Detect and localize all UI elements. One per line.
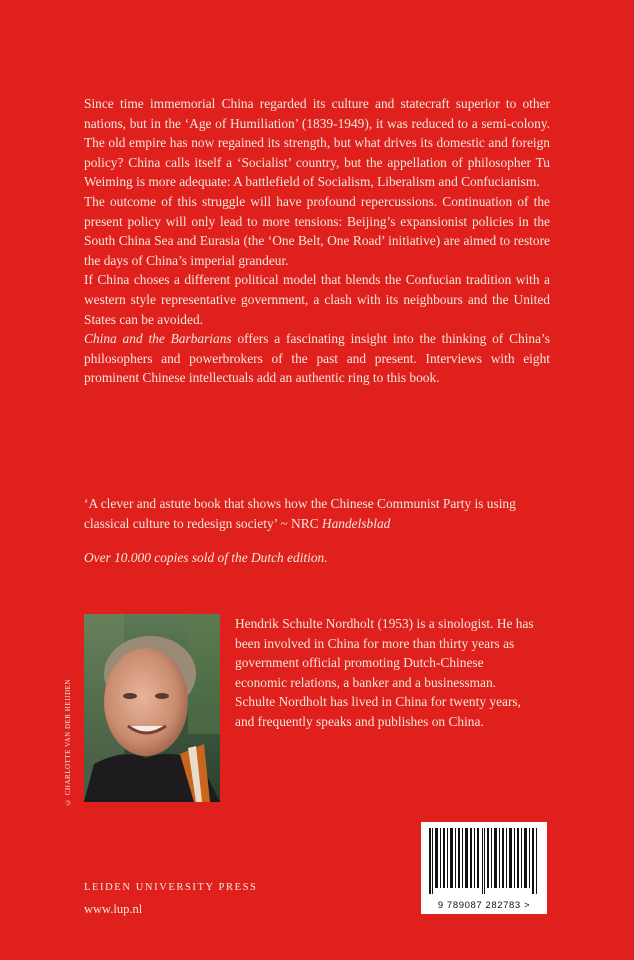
publisher-name: LEIDEN UNIVERSITY PRESS <box>84 882 258 893</box>
isbn-number: 9 789087 282783 > <box>437 900 531 911</box>
blurb-paragraph-2: The outcome of this struggle will have profound repercussions. Continuation of the present policy will only lead to more tensions: Beijing’s expansionist policies in the South China Sea and Eurasia (the ‘One Belt, One Road’ initiative) are aimed to restore the days of China’s imperial grandeur. <box>84 193 550 268</box>
isbn-barcode <box>421 822 547 914</box>
publisher-website: www.lup.nl <box>84 902 143 916</box>
blurb-paragraph-1: Since time immemorial China regarded its culture and statecraft superior to other nations, but in the ‘Age of Humiliation’ (1839-1949), it was reduced to a semi-colony. The old empire has now regained its strength, but what drives its domestic and foreign policy? China calls itself a ‘Socialist’ country, but the appellation of philosopher Tu Weiming is more adequate: A battlefield of Socialism, Liberalism and Confucianism. <box>84 96 550 190</box>
blurb-paragraph-4 <box>84 329 550 388</box>
book-title: China and the Barbarians <box>84 331 232 347</box>
quote-source: Handelsblad <box>321 515 391 531</box>
author-photo <box>84 614 220 802</box>
sales-note: Over 10.000 copies sold of the Dutch edition. <box>84 550 328 565</box>
blurb-paragraph-4-text: offers a fascinating insight into the thinking of China’s philosophers and powerbrokers of the past and present. Interviews with eight prominent Chinese intellectuals add an authentic ring to this book. <box>84 331 550 386</box>
author-portrait-image <box>84 614 220 802</box>
blurb-paragraph-3: If China choses a different political model that blends the Confucian tradition with a western style representative government, a clash with its neighbours and the United States can be avoided. <box>84 272 550 327</box>
quote-text: ‘A clever and astute book that shows how the Chinese Communist Party is using classical culture to redesign society’ ~ NRC <box>84 496 516 531</box>
back-cover-blurb <box>84 94 550 388</box>
press-quote <box>84 494 554 533</box>
author-bio: Hendrik Schulte Nordholt (1953) is a sinologist. He has been involved in China for more than thirty years as government official promoting Dutch-Chinese economic relations, a banker and a businessman. Schulte Nordholt has lived in China for twenty years, and frequently speaks and publishes on China. <box>235 616 534 729</box>
barcode-bars <box>421 822 547 896</box>
photo-credit: © CHARLOTTE VAN DER HEIJDEN <box>64 678 72 806</box>
